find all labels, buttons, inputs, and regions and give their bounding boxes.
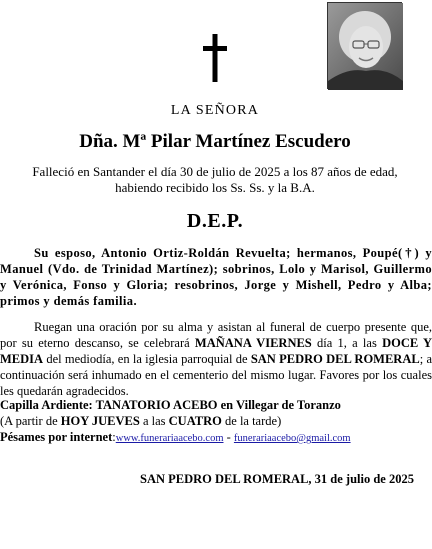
funeral-paragraph: [0, 319, 432, 399]
cross-icon: [200, 34, 230, 82]
funeral-text-4: ; a continuación será inhumado en el cementerio del mismo lugar. Favores por los cuales les quedarán agradecidos.: [0, 352, 432, 398]
schedule-prefix: (A partir de: [0, 414, 61, 428]
funeral-day: MAÑANA VIERNES: [194, 336, 312, 350]
condolences-separator: :: [112, 430, 116, 444]
place-date: SAN PEDRO DEL ROMERAL, 31 de julio de 2025: [140, 472, 414, 486]
schedule-line: [0, 413, 281, 429]
chapel-label: Capilla Ardiente:: [0, 398, 96, 412]
death-notice-line-1: Falleció en Santander el día 30 de julio de 2025 a los 87 años de edad,: [32, 164, 398, 179]
funeral-text-2: día 1, a las: [311, 336, 383, 350]
funeral-text-3: del mediodía, en la iglesia parroquial de: [43, 352, 251, 366]
schedule-suffix: de la tarde): [221, 414, 282, 428]
funeral-time: DOCE Y MEDIA: [0, 336, 432, 366]
schedule-time: CUATRO: [168, 414, 222, 428]
portrait-photo: [327, 2, 402, 89]
dep-heading: D.E.P.: [186, 210, 244, 232]
chapel-value: TANATORIO ACEBO en Villegar de Toranzo: [95, 398, 341, 412]
portrait-image: [328, 3, 403, 90]
family-paragraph: [0, 245, 432, 309]
chapel-line: [0, 397, 341, 413]
funeral-church: SAN PEDRO DEL ROMERAL: [250, 352, 420, 366]
schedule-day: HOY JUEVES: [60, 414, 140, 428]
deceased-name: Dña. Mª Pilar Martínez Escudero: [79, 131, 351, 152]
email-link[interactable]: funerariaacebo@gmail.com: [233, 433, 351, 444]
condolences-line: [0, 429, 351, 447]
family-text: Su esposo, Antonio Ortiz-Roldán Revuelta; hermanos, Poupé(†) y Manuel (Vdo. de Trinidad Martínez); sobrinos, Lolo y Marisol, Guillermo y Verónica, Fonso y Gloria; resobrinos, Jorge y Mishell, Pedro y Alba; primos y demás familia.: [0, 246, 432, 308]
schedule-middle: a las: [139, 414, 169, 428]
website-link[interactable]: www.funerariaacebo.com: [115, 433, 224, 444]
condolences-dash: -: [223, 430, 234, 444]
condolences-label: Pésames por internet: [0, 430, 113, 444]
funeral-text-1: Ruegan una oración por su alma y asistan al funeral de cuerpo presente que, por su eterno descanso, se celebrará: [0, 320, 432, 350]
salutation: LA SEÑORA: [170, 103, 260, 118]
death-notice-line-2: habiendo recibido los Ss. Ss. y la B.A.: [115, 180, 315, 195]
